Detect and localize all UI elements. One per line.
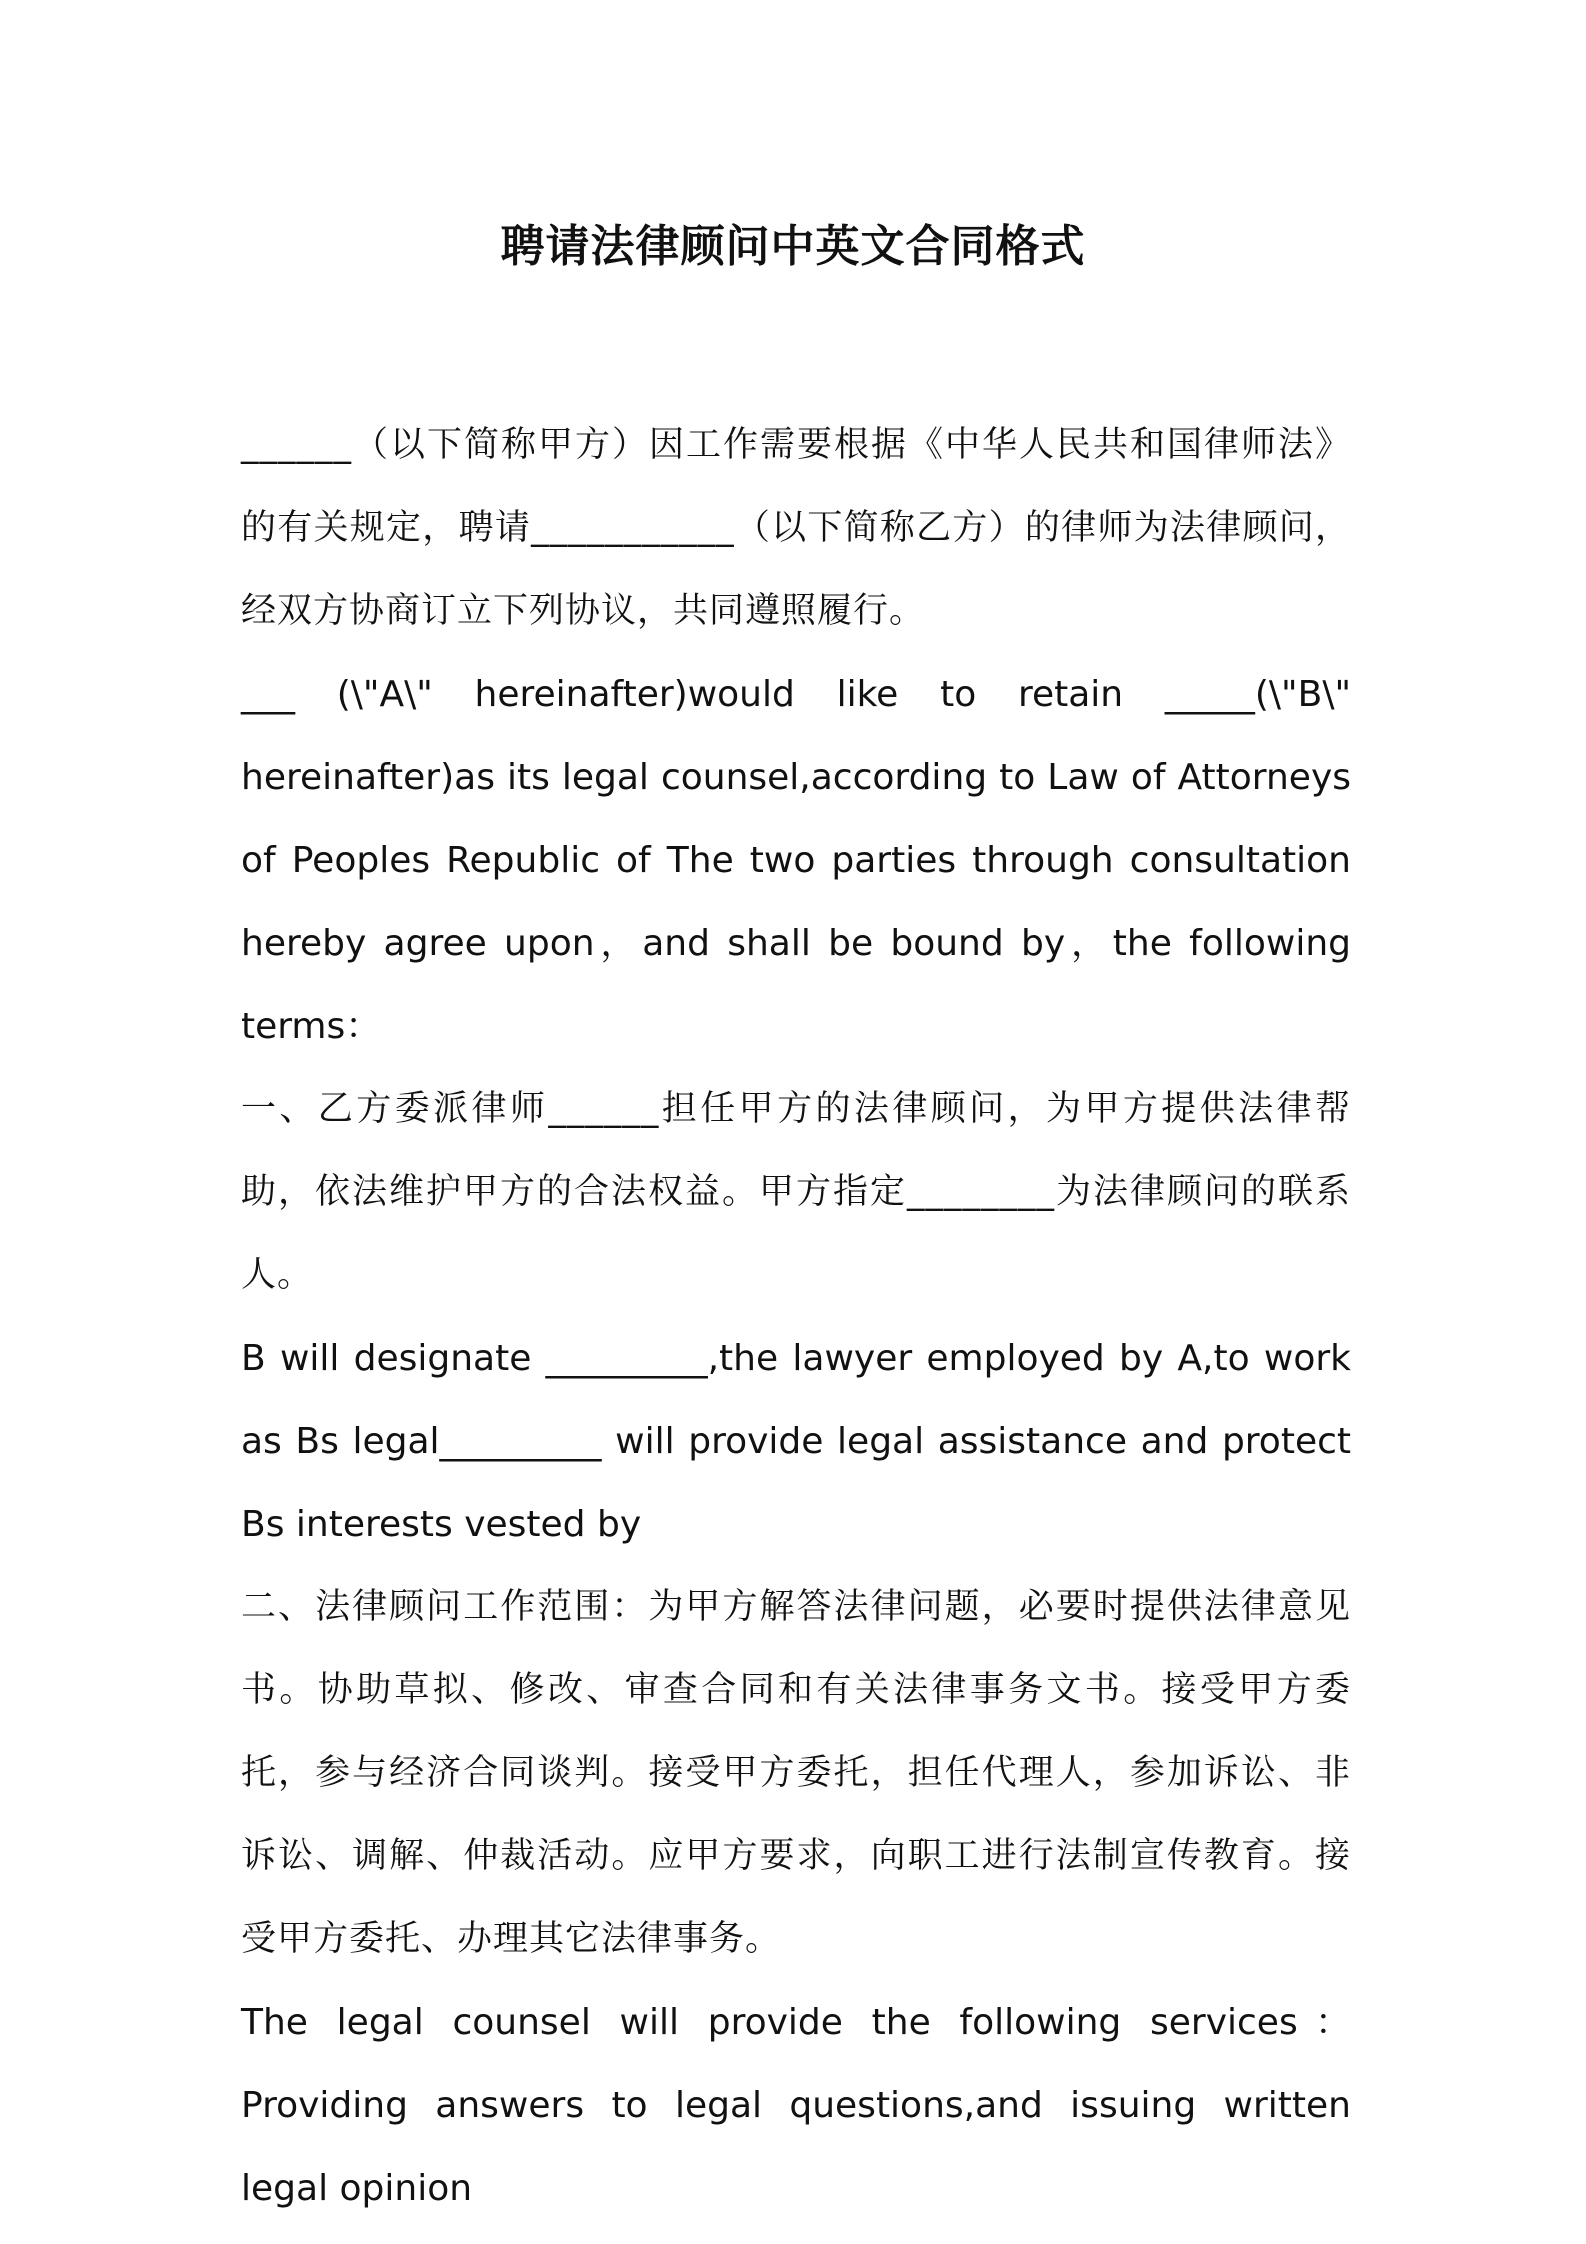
paragraph-clause-2-en: The legal counsel will provide the following services：Providing answers to legal questions,and issuing written legal opinion xyxy=(241,2002,1351,2209)
paragraph-intro-en: ___ (\"A\" hereinafter)would like to retain _____(\"B\" hereinafter)as its legal counsel,according to Law of Attorneys of Peoples Republic of The two parties through consultation hereby agree upon，and shall be bound by，the following terms： xyxy=(241,674,1351,1047)
paragraph-clause-1-en: B will designate _________,the lawyer employed by A,to work as Bs legal_________ will provide legal assistance and protect Bs interests vested by xyxy=(241,1338,1351,1545)
document-title: 聘请法律顾问中英文合同格式 xyxy=(500,221,1086,272)
paragraph-clause-1-zh: 一、乙方委派律师______担任甲方的法律顾问，为甲方提供法律帮助，依法维护甲方的合法权益。甲方指定________为法律顾问的联系人。 xyxy=(241,1089,1351,1295)
document-body xyxy=(241,404,1351,2230)
paragraph-intro-zh: ______（以下简称甲方）因工作需要根据《中华人民共和国律师法》的有关规定，聘请___________（以下简称乙方）的律师为法律顾问，经双方协商订立下列协议，共同遵照履行。 xyxy=(241,425,1351,631)
paragraph-clause-2-zh: 二、法律顾问工作范围：为甲方解答法律问题，必要时提供法律意见书。协助草拟、修改、审查合同和有关法律事务文书。接受甲方委托，参与经济合同谈判。接受甲方委托，担任代理人，参加诉讼、非诉讼、调解、仲裁活动。应甲方要求，向职工进行法制宣传教育。接受甲方委托、办理其它法律事务。 xyxy=(241,1587,1351,1959)
